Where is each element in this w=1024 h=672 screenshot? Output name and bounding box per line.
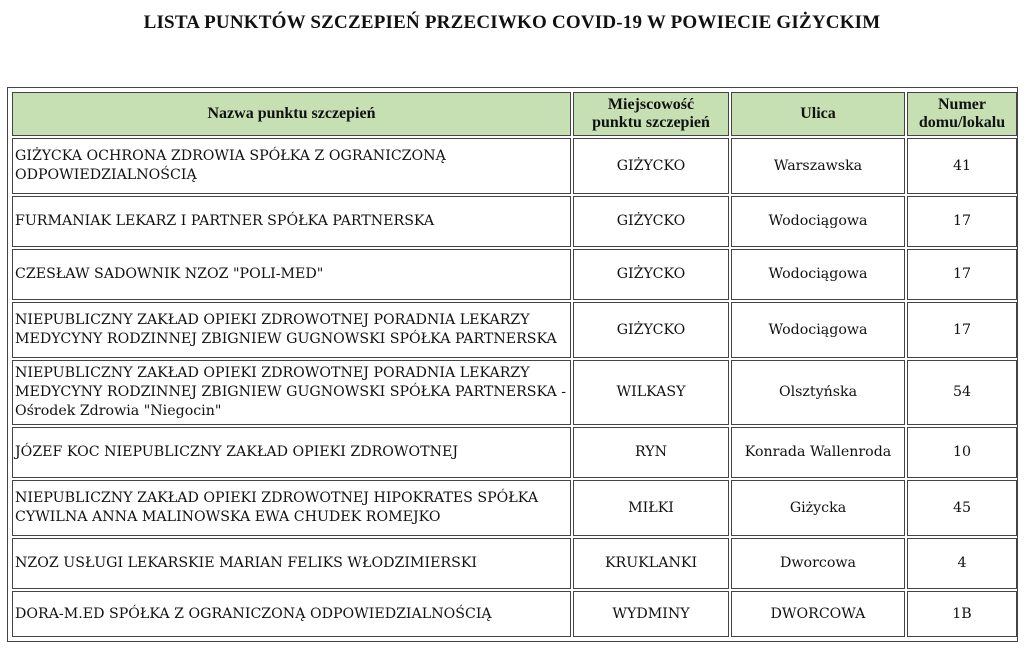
cell-street: Konrada Wallenroda xyxy=(731,427,905,478)
name-line: NIEPUBLICZNY ZAKŁAD OPIEKI ZDROWOTNEJ PORADNIA LEKARZY xyxy=(15,312,530,328)
header-city-line2: punktu szczepień xyxy=(592,114,710,131)
table-row xyxy=(12,538,1017,589)
table-header-row xyxy=(12,92,1017,136)
header-city-line1: Miejscowość xyxy=(607,96,695,113)
page-title: LISTA PUNKTÓW SZCZEPIEŃ PRZECIWKO COVID-19 W POWIECIE GIŻYCKIM xyxy=(143,12,881,33)
cell-number: 4 xyxy=(907,538,1017,589)
cell-city: GIŻYCKO xyxy=(573,138,729,194)
table-row xyxy=(12,138,1017,194)
cell-city: KRUKLANKI xyxy=(573,538,729,589)
cell-number: 10 xyxy=(907,427,1017,478)
cell-city: MIŁKI xyxy=(573,480,729,536)
header-city xyxy=(573,92,729,136)
cell-city: WILKASY xyxy=(573,360,729,425)
table-row xyxy=(12,591,1017,637)
cell-city: GIŻYCKO xyxy=(573,302,729,358)
name-line: DORA-M.ED SPÓŁKA Z OGRANICZONĄ ODPOWIEDZIALNOŚCIĄ xyxy=(15,605,492,622)
cell-street: Giżycka xyxy=(731,480,905,536)
name-line: CZESŁAW SADOWNIK NZOZ "POLI-MED" xyxy=(15,266,324,282)
cell-name xyxy=(12,591,571,637)
name-line: Ośrodek Zdrowia "Niegocin" xyxy=(15,403,222,419)
name-line: NZOZ USŁUGI LEKARSKIE MARIAN FELIKS WŁODZIMIERSKI xyxy=(15,555,478,571)
table-row xyxy=(12,360,1017,425)
header-number xyxy=(907,92,1017,136)
cell-number: 17 xyxy=(907,249,1017,300)
table-row xyxy=(12,480,1017,536)
cell-street: Wodociągowa xyxy=(731,302,905,358)
cell-number: 1B xyxy=(907,591,1017,637)
header-name: Nazwa punktu szczepień xyxy=(12,92,571,136)
cell-street: Warszawska xyxy=(731,138,905,194)
name-line: FURMANIAK LEKARZ I PARTNER SPÓŁKA PARTNERSKA xyxy=(15,213,435,229)
name-line: NIEPUBLICZNY ZAKŁAD OPIEKI ZDROWOTNEJ PORADNIA LEKARZY xyxy=(15,365,530,381)
cell-name xyxy=(12,302,571,358)
cell-name xyxy=(12,196,571,247)
cell-name xyxy=(12,360,571,425)
cell-number: 54 xyxy=(907,360,1017,425)
name-line: MEDYCYNY RODZINNEJ ZBIGNIEW GUGNOWSKI SPÓŁKA PARTNERSKA - xyxy=(15,384,567,400)
header-number-line1: Numer xyxy=(938,96,986,113)
name-line: NIEPUBLICZNY ZAKŁAD OPIEKI ZDROWOTNEJ HIPOKRATES SPÓŁKA xyxy=(15,490,539,506)
cell-name xyxy=(12,138,571,194)
table-row xyxy=(12,302,1017,358)
header-number-line2: domu/lokalu xyxy=(918,114,1006,131)
cell-name xyxy=(12,249,571,300)
cell-street: Wodociągowa xyxy=(731,249,905,300)
cell-city: RYN xyxy=(573,427,729,478)
cell-street: DWORCOWA xyxy=(731,591,905,637)
cell-name xyxy=(12,538,571,589)
vaccination-points-table-frame xyxy=(7,87,1018,642)
name-line: MEDYCYNY RODZINNEJ ZBIGNIEW GUGNOWSKI SPÓŁKA PARTNERSKA xyxy=(15,331,557,347)
cell-street: Wodociągowa xyxy=(731,196,905,247)
vaccination-points-table xyxy=(10,90,1019,639)
name-line: GIŻYCKA OCHRONA ZDROWIA SPÓŁKA Z OGRANICZONĄ xyxy=(15,148,446,164)
cell-number: 45 xyxy=(907,480,1017,536)
cell-name xyxy=(12,480,571,536)
cell-name xyxy=(12,427,571,478)
name-line: CYWILNA ANNA MALINOWSKA EWA CHUDEK ROMEJKO xyxy=(15,509,441,525)
header-street: Ulica xyxy=(731,92,905,136)
table-row xyxy=(12,249,1017,300)
cell-city: GIŻYCKO xyxy=(573,196,729,247)
cell-city: WYDMINY xyxy=(573,591,729,637)
cell-street: Dworcowa xyxy=(731,538,905,589)
cell-number: 17 xyxy=(907,196,1017,247)
name-line: JÓZEF KOC NIEPUBLICZNY ZAKŁAD OPIEKI ZDROWOTNEJ xyxy=(15,444,459,460)
cell-number: 41 xyxy=(907,138,1017,194)
name-line: ODPOWIEDZIALNOŚCIĄ xyxy=(15,167,197,183)
cell-number: 17 xyxy=(907,302,1017,358)
cell-city: GIŻYCKO xyxy=(573,249,729,300)
table-row xyxy=(12,427,1017,478)
cell-street: Olsztyńska xyxy=(731,360,905,425)
table-row xyxy=(12,196,1017,247)
